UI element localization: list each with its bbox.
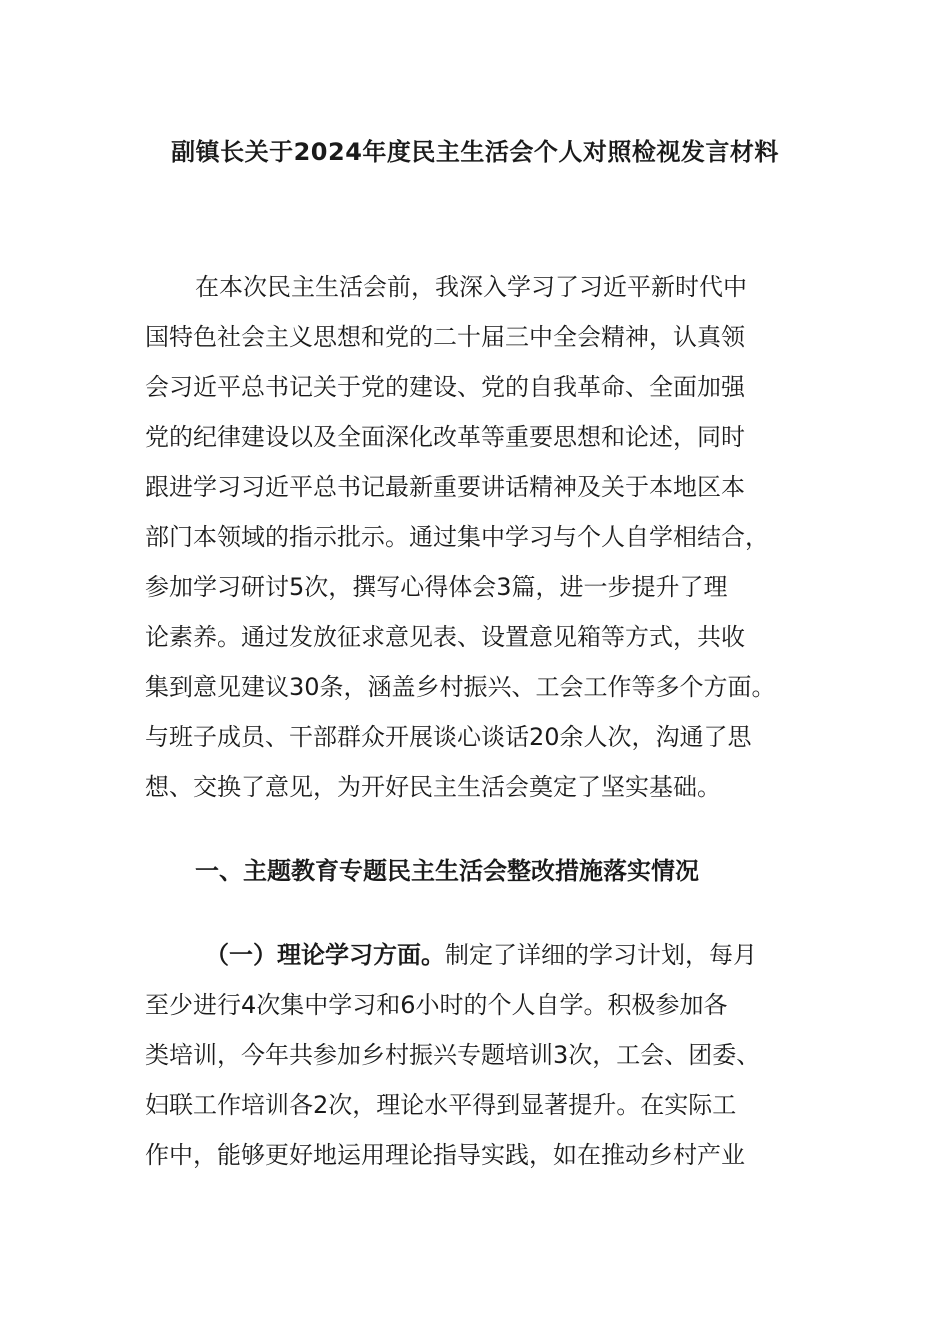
document-title: 副镇长关于2024年度民主生活会个人对照检视发言材料: [171, 138, 779, 166]
subsection-paragraph: [145, 930, 835, 1180]
intro-line: 会习近平总书记关于党的建设、党的自我革命、全面加强: [145, 373, 745, 401]
intro-line: 党的纪律建设以及全面深化改革等重要思想和论述，同时: [145, 423, 745, 451]
subsection-line: 妇联工作培训各2次，理论水平得到显著提升。在实际工: [145, 1091, 737, 1119]
subsection-first-line-text: 制定了详细的学习计划，每月: [445, 941, 757, 969]
intro-line: 国特色社会主义思想和党的二十届三中全会精神，认真领: [145, 323, 745, 351]
subsection-line: 类培训，今年共参加乡村振兴专题培训3次，工会、团委、: [145, 1041, 761, 1069]
subsection-first-line: [145, 930, 835, 980]
subsection-lead: （一）理论学习方面。: [205, 941, 445, 969]
intro-line: 在本次民主生活会前，我深入学习了习近平新时代中: [195, 273, 747, 301]
intro-paragraph: [145, 262, 835, 812]
intro-line: 论素养。通过发放征求意见表、设置意见箱等方式，共收: [145, 623, 745, 651]
intro-line: 想、交换了意见，为开好民主生活会奠定了坚实基础。: [145, 773, 721, 801]
section-heading: 一、主题教育专题民主生活会整改措施落实情况: [195, 857, 699, 885]
intro-line: 参加学习研讨5次，撰写心得体会3篇，进一步提升了理: [145, 573, 728, 601]
subsection-line: 作中，能够更好地运用理论指导实践，如在推动乡村产业: [145, 1141, 745, 1169]
intro-line: 跟进学习习近平总书记最新重要讲话精神及关于本地区本: [145, 473, 745, 501]
intro-line: 与班子成员、干部群众开展谈心谈话20余人次，沟通了思: [145, 723, 752, 751]
intro-line: 部门本领域的指示批示。通过集中学习与个人自学相结合，: [145, 523, 769, 551]
subsection-line: 至少进行4次集中学习和6小时的个人自学。积极参加各: [145, 991, 728, 1019]
intro-line: 集到意见建议30条，涵盖乡村振兴、工会工作等多个方面。: [145, 673, 776, 701]
